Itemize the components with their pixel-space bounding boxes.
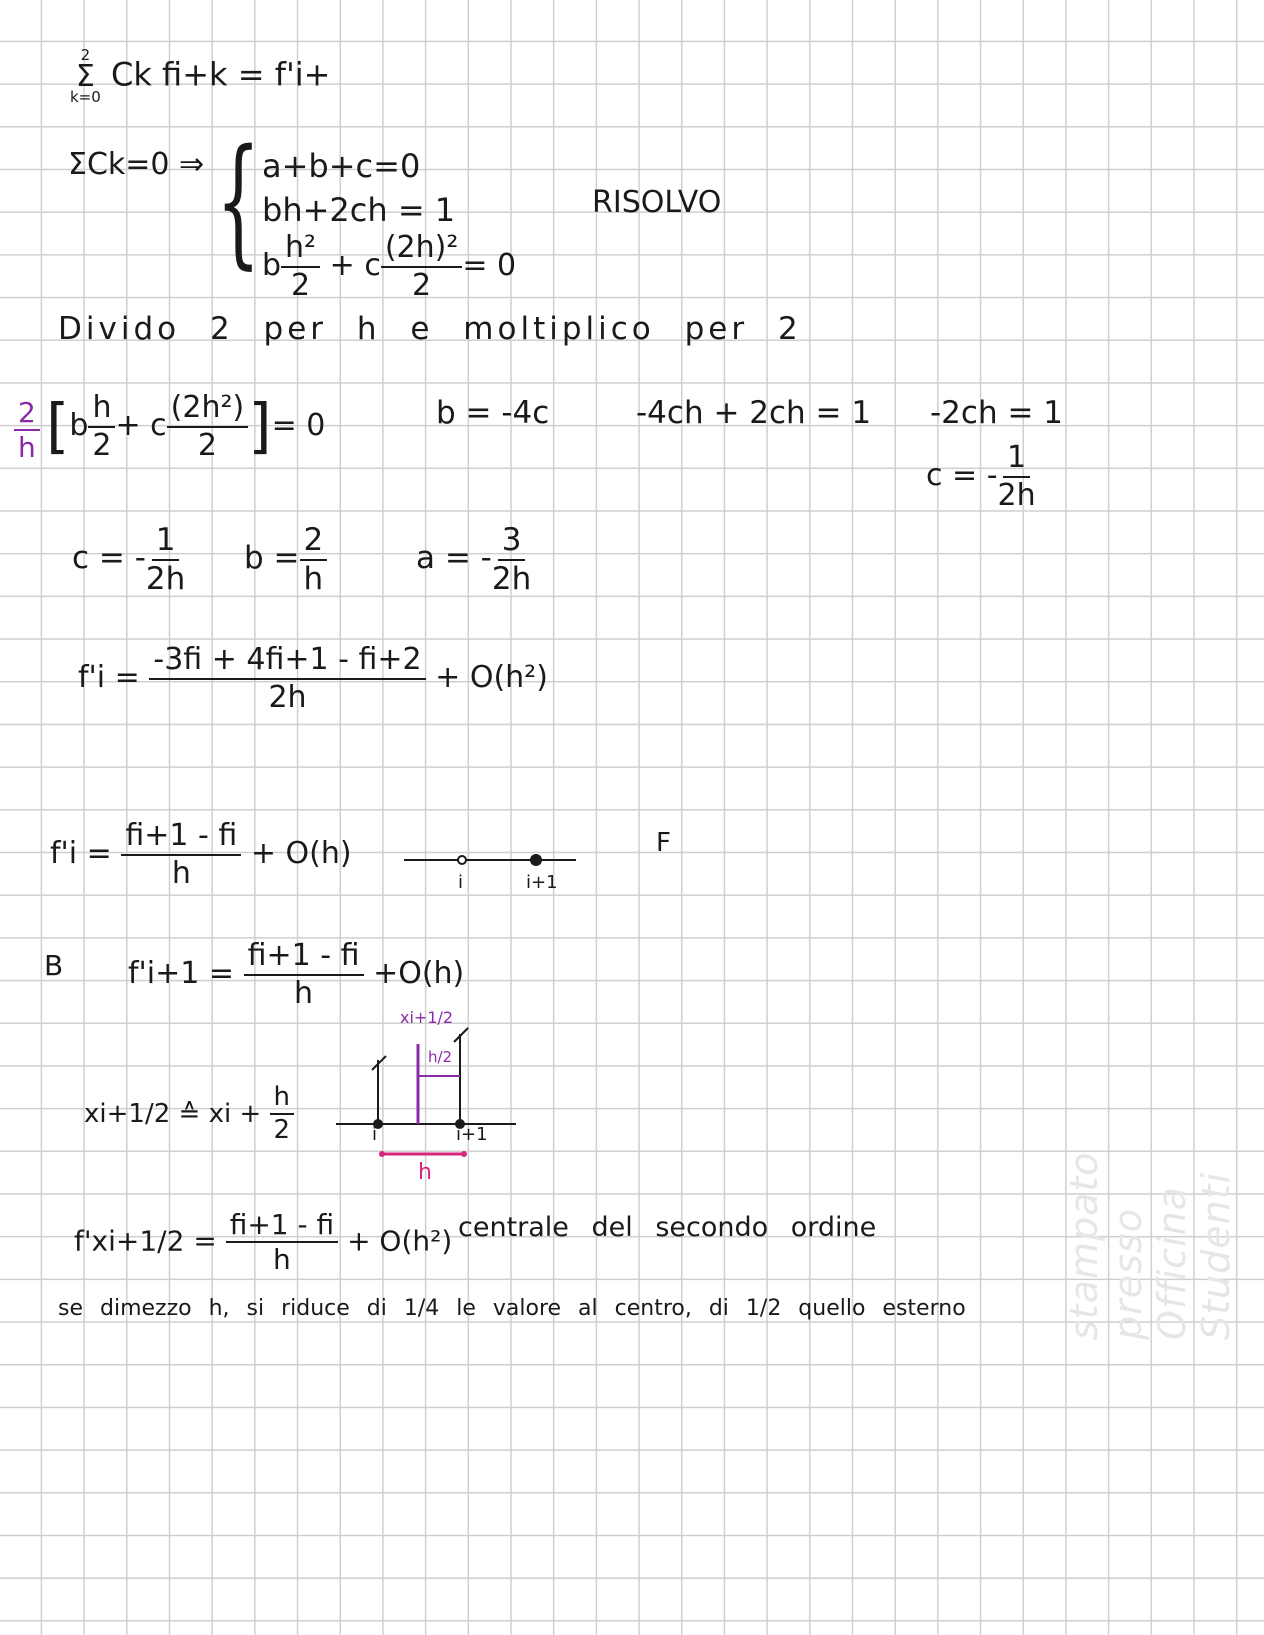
sigma-glyph: Σ [75, 59, 95, 94]
central-num: fi+1 - fi [226, 1210, 338, 1243]
c-result-den: 2h [145, 560, 186, 597]
formula-second-order [78, 644, 548, 713]
b-final-frac [300, 524, 328, 595]
system-eq-1: a+b+c=0 [262, 147, 421, 185]
a-result-frac [492, 524, 531, 595]
watermark: stampato presso Officina Studenti [1062, 1151, 1238, 1340]
h-segment-end [461, 1151, 467, 1157]
central-den: h [273, 1243, 291, 1277]
system-lead: ΣCk=0 ⇒ [68, 147, 205, 182]
central-frac [226, 1210, 338, 1275]
a-result-den: 2h [491, 560, 532, 597]
formula2-lhs: f'i = [78, 660, 140, 695]
midpoint-label-i: i [372, 1124, 378, 1145]
c-result-frac [146, 524, 185, 595]
summation-line [70, 48, 330, 105]
eq3-frac-1-den: 2 [291, 267, 311, 303]
central-lhs: f'xi+1/2 = [74, 1224, 217, 1258]
c-result-num: 1 [152, 524, 180, 561]
a-result-num: 3 [498, 524, 526, 561]
forward-node-i [458, 856, 466, 864]
forward-frac [121, 820, 241, 889]
formula2-den: 2h [268, 679, 307, 715]
c-step-result [926, 442, 1036, 511]
system-brace: { [216, 120, 261, 283]
bracket-frac-1-num: h [88, 392, 115, 428]
forward-lhs: f'i = [50, 836, 112, 871]
h-segment-start [379, 1151, 385, 1157]
eq3-frac-2-den: 2 [412, 267, 432, 303]
divido-line: Divido 2 per h e moltiplico per 2 [58, 311, 802, 347]
c-result-lead: c = - [72, 540, 146, 577]
eq3-plus: + c [329, 248, 381, 283]
purple-factor [14, 398, 40, 463]
summation-symbol [70, 48, 101, 105]
forward-label-i: i [458, 872, 464, 893]
sum-lower-limit: k=0 [70, 88, 101, 106]
midpoint-top-label: xi+1/2 [400, 1008, 454, 1027]
eq3-end: = 0 [462, 248, 517, 283]
midpoint-label-i1: i+1 [456, 1124, 488, 1145]
bracket-end: = 0 [271, 408, 326, 443]
summation-expression: Ck fi+k = f'i+ [110, 55, 331, 94]
b-final-lead: b = [244, 540, 300, 577]
a-result-lead: a = - [416, 540, 492, 577]
backward-formula [128, 940, 464, 1009]
bracket-frac-2-num: (2h²) [167, 392, 249, 428]
forward-formula [50, 820, 352, 889]
h-label: h [418, 1160, 432, 1185]
c-step-lead: c = - [926, 458, 998, 493]
midpoint-def-num: h [270, 1084, 294, 1115]
substituted-eq: -4ch + 2ch = 1 [636, 395, 872, 431]
backward-tail: +O(h) [373, 956, 465, 991]
risolvo-note: RISOLVO [592, 185, 722, 220]
system-eq-2: bh+2ch = 1 [262, 191, 456, 229]
bracket-expression [46, 392, 325, 461]
backward-den: h [294, 975, 314, 1011]
backward-frac [244, 940, 364, 1009]
forward-den: h [171, 855, 191, 891]
eq3-frac-1 [281, 232, 320, 301]
bracket-frac-1-den: 2 [92, 427, 112, 463]
midpoint-diagram [332, 1020, 532, 1190]
half-h-label: h/2 [428, 1048, 453, 1066]
forward-num: fi+1 - fi [121, 820, 241, 856]
sum-upper-limit: 2 [80, 46, 91, 64]
midpoint-definition [84, 1084, 294, 1145]
bracket-open: [ [46, 391, 70, 462]
forward-tag: F [656, 828, 671, 858]
midpoint-def-den: 2 [273, 1115, 291, 1146]
footer-note: se dimezzo h, si riduce di 1/4 le valore al centro, di 1/2 quello esterno [58, 1296, 966, 1321]
b-result: b = -4c [436, 395, 550, 431]
eq3-frac-2-num: (2h)² [381, 232, 463, 268]
a-result [416, 524, 531, 595]
system-eq-3 [262, 232, 516, 301]
forward-tail: + O(h) [250, 836, 352, 871]
forward-label-i1: i+1 [526, 872, 558, 893]
c-step-num: 1 [1003, 442, 1030, 478]
bracket-frac-1 [88, 392, 115, 461]
bracket-plus: + c [115, 408, 167, 443]
eq3-b: b [262, 248, 282, 283]
forward-node-i1 [530, 854, 542, 866]
central-note: centrale del secondo ordine [458, 1212, 877, 1243]
factor-num: 2 [14, 398, 40, 431]
b-final-num: 2 [300, 524, 328, 561]
backward-lhs: f'i+1 = [128, 956, 235, 991]
bracket-b: b [69, 408, 89, 443]
c-step-frac [998, 442, 1036, 511]
formula2-tail: + O(h²) [435, 660, 548, 695]
midpoint-def-frac [270, 1084, 294, 1145]
factor-frac [14, 398, 40, 463]
c-step-den: 2h [997, 477, 1036, 513]
midpoint-def-lhs: xi+1/2 [84, 1098, 171, 1129]
backward-num: fi+1 - fi [244, 940, 364, 976]
factor-den: h [18, 431, 36, 465]
bracket-frac-2 [167, 392, 249, 461]
central-tail: + O(h²) [347, 1224, 453, 1258]
neg-eq: -2ch = 1 [930, 395, 1064, 431]
c-result [72, 524, 185, 595]
bracket-frac-2-den: 2 [197, 427, 217, 463]
central-formula [74, 1210, 452, 1275]
backward-tag: B [44, 949, 64, 982]
formula2-num: -3fi + 4fi+1 - fi+2 [149, 644, 425, 680]
b-final-den: h [303, 560, 324, 597]
bracket-close: ] [248, 391, 272, 462]
eq3-frac-1-num: h² [281, 232, 320, 268]
b-final-result [244, 524, 327, 595]
formula2-frac [149, 644, 425, 713]
midpoint-def-rhs: ≙ xi + [178, 1098, 262, 1129]
eq3-frac-2 [381, 232, 463, 301]
